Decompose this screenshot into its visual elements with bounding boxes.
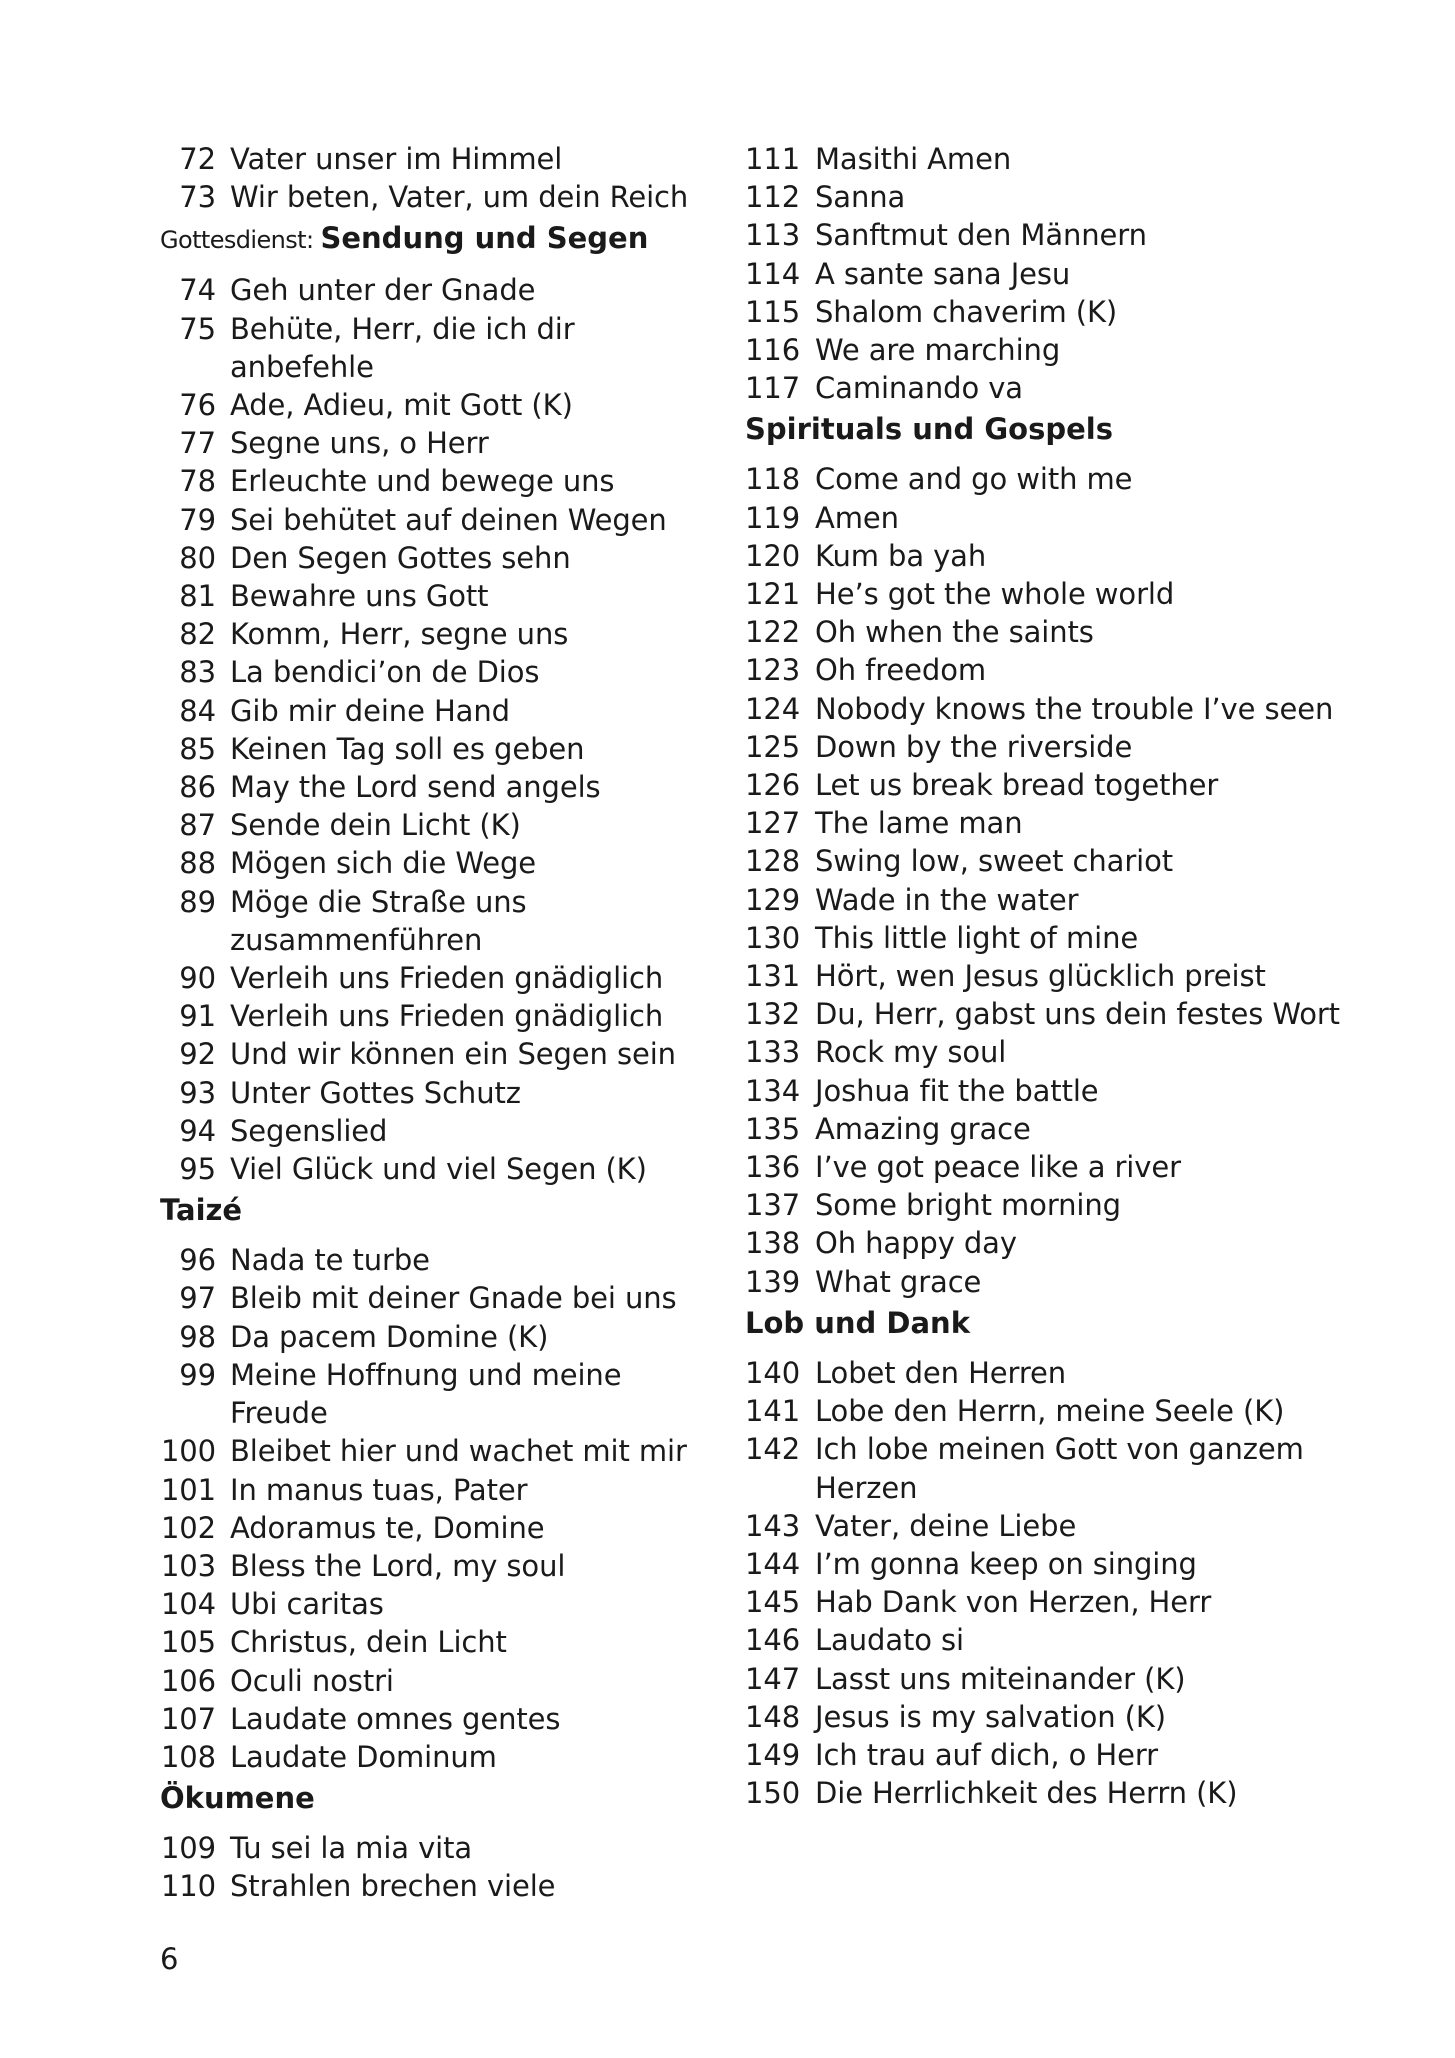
song-number: 109 xyxy=(160,1831,216,1866)
song-entry xyxy=(160,1074,720,1112)
song-entry xyxy=(745,919,1345,957)
song-entry xyxy=(745,575,1345,613)
song-entry xyxy=(160,615,720,653)
song-number: 148 xyxy=(745,1699,801,1734)
song-number: 111 xyxy=(745,142,801,176)
song-entry xyxy=(160,883,720,959)
song-number: 107 xyxy=(160,1701,216,1736)
song-entry xyxy=(160,844,720,882)
song-number: 99 xyxy=(179,1357,216,1392)
section-heading xyxy=(160,1191,720,1229)
song-title: Come and go with me xyxy=(815,462,1133,497)
song-entry xyxy=(745,216,1345,254)
song-entry xyxy=(160,1471,720,1509)
song-number: 75 xyxy=(179,311,216,346)
song-entry xyxy=(745,1507,1345,1545)
song-entry xyxy=(160,1241,720,1279)
song-entry xyxy=(160,1112,720,1150)
song-number: 120 xyxy=(745,538,801,573)
song-title: Segenslied xyxy=(230,1113,388,1148)
song-title: Vater unser im Himmel xyxy=(230,142,563,176)
song-number: 76 xyxy=(179,388,216,423)
song-title: Oculi nostri xyxy=(230,1663,394,1698)
song-title: Laudate Dominum xyxy=(230,1739,497,1774)
song-title: Strahlen brechen viele xyxy=(230,1869,556,1904)
song-title: Bleib mit deiner Gnade bei uns xyxy=(230,1281,677,1316)
song-number: 149 xyxy=(745,1737,801,1772)
song-title: Jesus is my salvation (K) xyxy=(815,1699,1167,1734)
song-title: I’ve got peace like a river xyxy=(815,1150,1181,1185)
song-entry xyxy=(160,959,720,997)
song-title: Ade, Adieu, mit Gott (K) xyxy=(230,388,573,423)
song-number: 147 xyxy=(745,1661,801,1696)
song-number: 131 xyxy=(745,959,801,994)
song-entry xyxy=(160,997,720,1035)
song-entry xyxy=(745,995,1345,1033)
song-entry xyxy=(745,1736,1345,1774)
section-heading-title: Lob und Dank xyxy=(745,1305,970,1340)
song-entry xyxy=(745,1148,1345,1186)
song-entry xyxy=(160,1738,720,1776)
song-number: 90 xyxy=(179,961,216,996)
song-title: Die Herrlichkeit des Herrn (K) xyxy=(815,1776,1238,1811)
song-entry xyxy=(745,1698,1345,1736)
song-number: 132 xyxy=(745,997,801,1032)
song-entry xyxy=(160,1279,720,1317)
song-number: 117 xyxy=(745,371,801,406)
song-number: 133 xyxy=(745,1035,801,1070)
song-title: Oh freedom xyxy=(815,653,987,688)
song-number: 110 xyxy=(160,1869,216,1904)
song-title: Meine Hoffnung und meine Freude xyxy=(230,1357,622,1431)
song-entry xyxy=(745,1392,1345,1430)
song-entry xyxy=(160,424,720,462)
song-title: Caminando va xyxy=(815,371,1023,406)
song-number: 140 xyxy=(745,1355,801,1390)
song-number: 80 xyxy=(179,540,216,575)
song-number: 146 xyxy=(745,1623,801,1658)
song-title: Ich trau auf dich, o Herr xyxy=(815,1737,1159,1772)
song-number: 92 xyxy=(179,1037,216,1072)
song-entry xyxy=(160,140,720,178)
section-heading xyxy=(745,410,1345,448)
song-number: 150 xyxy=(745,1776,801,1811)
song-entry xyxy=(160,1509,720,1547)
index-column-right xyxy=(745,140,1345,1812)
song-title: Du, Herr, gabst uns dein festes Wort xyxy=(815,997,1340,1032)
section-heading xyxy=(160,1779,720,1817)
song-title: Lasst uns miteinander (K) xyxy=(815,1661,1186,1696)
song-entry xyxy=(745,1545,1345,1583)
song-title: Keinen Tag soll es geben xyxy=(230,731,585,766)
song-title: This little light of mine xyxy=(815,920,1139,955)
page-number: 6 xyxy=(160,1942,179,1976)
song-title: Da pacem Domine (K) xyxy=(230,1319,549,1354)
section-heading xyxy=(160,219,720,259)
section-heading xyxy=(745,1304,1345,1342)
song-title: Joshua fit the battle xyxy=(815,1073,1099,1108)
song-number: 116 xyxy=(745,333,801,368)
song-number: 103 xyxy=(160,1548,216,1583)
song-number: 122 xyxy=(745,615,801,650)
song-title: What grace xyxy=(815,1264,982,1299)
song-entry xyxy=(160,577,720,615)
song-number: 97 xyxy=(179,1281,216,1316)
song-number: 91 xyxy=(179,999,216,1034)
song-title: Geh unter der Gnade xyxy=(230,273,536,308)
section-heading-title: Ökumene xyxy=(160,1781,315,1816)
song-entry xyxy=(745,881,1345,919)
song-entry xyxy=(745,293,1345,331)
song-title: Tu sei la mia vita xyxy=(230,1831,473,1866)
song-number: 113 xyxy=(745,218,801,253)
song-title: Verleih uns Frieden gnädiglich xyxy=(230,999,664,1034)
song-entry xyxy=(745,369,1345,407)
song-number: 141 xyxy=(745,1394,801,1429)
song-entry xyxy=(745,1660,1345,1698)
song-entry xyxy=(745,331,1345,369)
song-entry xyxy=(745,1354,1345,1392)
song-title: Segne uns, o Herr xyxy=(230,426,489,461)
song-title: Mögen sich die Wege xyxy=(230,846,537,881)
section-heading-title: Taizé xyxy=(160,1193,243,1228)
song-entry xyxy=(160,1867,720,1905)
song-title: Bewahre uns Gott xyxy=(230,579,489,614)
song-number: 96 xyxy=(179,1243,216,1278)
song-entry xyxy=(745,255,1345,293)
song-number: 86 xyxy=(179,770,216,805)
song-number: 119 xyxy=(745,500,801,535)
song-number: 101 xyxy=(160,1472,216,1507)
song-title: Amen xyxy=(815,500,899,535)
song-number: 115 xyxy=(745,294,801,329)
song-entry xyxy=(745,613,1345,651)
song-entry xyxy=(160,1623,720,1661)
song-entry xyxy=(745,178,1345,216)
song-number: 145 xyxy=(745,1585,801,1620)
song-number: 105 xyxy=(160,1625,216,1660)
song-entry xyxy=(745,1224,1345,1262)
song-entry xyxy=(745,537,1345,575)
song-title: Christus, dein Licht xyxy=(230,1625,507,1660)
section-heading-prefix: Gottesdienst: xyxy=(160,226,321,255)
song-entry xyxy=(745,690,1345,728)
song-title: Laudate omnes gentes xyxy=(230,1701,561,1736)
song-number: 136 xyxy=(745,1150,801,1185)
song-number: 121 xyxy=(745,577,801,612)
song-number: 77 xyxy=(179,426,216,461)
song-number: 88 xyxy=(179,846,216,881)
song-title: Some bright morning xyxy=(815,1188,1121,1223)
song-number: 72 xyxy=(179,142,216,176)
song-entry xyxy=(745,1583,1345,1621)
song-title: Laudato si xyxy=(815,1623,964,1658)
song-entry xyxy=(745,460,1345,498)
song-number: 129 xyxy=(745,882,801,917)
song-number: 143 xyxy=(745,1508,801,1543)
song-title: Rock my soul xyxy=(815,1035,1007,1070)
song-number: 139 xyxy=(745,1264,801,1299)
song-number: 73 xyxy=(179,180,216,215)
song-title: Oh happy day xyxy=(815,1226,1017,1261)
song-title: Viel Glück und viel Segen (K) xyxy=(230,1152,647,1187)
song-title: I’m gonna keep on singing xyxy=(815,1546,1197,1581)
song-title: In manus tuas, Pater xyxy=(230,1472,528,1507)
song-title: Hab Dank von Herzen, Herr xyxy=(815,1585,1212,1620)
song-entry xyxy=(745,957,1345,995)
song-title: Bless the Lord, my soul xyxy=(230,1548,566,1583)
song-title: Wade in the water xyxy=(815,882,1079,917)
song-number: 83 xyxy=(179,655,216,690)
song-entry xyxy=(745,140,1345,178)
song-entry xyxy=(160,310,720,386)
song-title: Lobet den Herren xyxy=(815,1355,1067,1390)
song-entry xyxy=(160,1035,720,1073)
song-number: 74 xyxy=(179,273,216,308)
song-title: Sei behütet auf deinen Wegen xyxy=(230,502,667,537)
song-number: 135 xyxy=(745,1111,801,1146)
section-heading-title: Sendung und Segen xyxy=(320,221,649,256)
song-number: 89 xyxy=(179,884,216,919)
song-entry xyxy=(745,499,1345,537)
song-number: 134 xyxy=(745,1073,801,1108)
song-title: Unter Gottes Schutz xyxy=(230,1075,521,1110)
song-number: 85 xyxy=(179,731,216,766)
song-title: Lobe den Herrn, meine Seele (K) xyxy=(815,1394,1285,1429)
song-entry xyxy=(160,1150,720,1188)
song-number: 142 xyxy=(745,1432,801,1467)
song-entry xyxy=(745,728,1345,766)
song-entry xyxy=(160,1547,720,1585)
song-title: He’s got the whole world xyxy=(815,577,1175,612)
song-entry xyxy=(160,1585,720,1623)
song-number: 81 xyxy=(179,579,216,614)
song-title: Oh when the saints xyxy=(815,615,1094,650)
song-number: 78 xyxy=(179,464,216,499)
song-title: Let us break bread together xyxy=(815,768,1219,803)
song-entry xyxy=(745,1110,1345,1148)
song-title: The lame man xyxy=(815,806,1023,841)
song-entry xyxy=(160,178,720,216)
song-title: Down by the riverside xyxy=(815,729,1133,764)
song-title: Ubi caritas xyxy=(230,1587,384,1622)
song-title: Swing low, sweet chariot xyxy=(815,844,1174,879)
song-entry xyxy=(160,692,720,730)
song-entry xyxy=(745,1430,1345,1506)
song-entry xyxy=(160,539,720,577)
song-title: Masithi Amen xyxy=(815,142,1012,176)
song-number: 125 xyxy=(745,729,801,764)
song-entry xyxy=(160,730,720,768)
song-number: 87 xyxy=(179,808,216,843)
song-number: 106 xyxy=(160,1663,216,1698)
section-heading-title: Spirituals und Gospels xyxy=(745,412,1113,447)
song-entry xyxy=(160,806,720,844)
song-number: 112 xyxy=(745,180,801,215)
index-column-left xyxy=(160,140,720,1906)
song-number: 144 xyxy=(745,1546,801,1581)
song-number: 114 xyxy=(745,256,801,291)
song-entry xyxy=(745,651,1345,689)
song-title: Ich lobe meinen Gott von ganzem Herzen xyxy=(815,1432,1304,1505)
song-number: 137 xyxy=(745,1188,801,1223)
song-entry xyxy=(160,1662,720,1700)
song-entry xyxy=(745,1033,1345,1071)
song-entry xyxy=(160,768,720,806)
song-title: Gib mir deine Hand xyxy=(230,693,510,728)
song-entry xyxy=(160,1700,720,1738)
song-number: 102 xyxy=(160,1510,216,1545)
song-entry xyxy=(160,386,720,424)
song-number: 95 xyxy=(179,1152,216,1187)
song-entry xyxy=(160,462,720,500)
song-entry xyxy=(745,1263,1345,1301)
song-title: Sende dein Licht (K) xyxy=(230,808,521,843)
song-title: Hört, wen Jesus glücklich preist xyxy=(815,959,1266,994)
song-number: 128 xyxy=(745,844,801,879)
song-title: Shalom chaverim (K) xyxy=(815,294,1118,329)
song-number: 84 xyxy=(179,693,216,728)
song-entry xyxy=(160,1356,720,1432)
song-title: Amazing grace xyxy=(815,1111,1031,1146)
song-number: 126 xyxy=(745,768,801,803)
song-entry xyxy=(745,1774,1345,1812)
song-number: 82 xyxy=(179,617,216,652)
song-title: Komm, Herr, segne uns xyxy=(230,617,569,652)
song-entry xyxy=(160,271,720,309)
song-title: Behüte, Herr, die ich dir anbefehle xyxy=(230,311,575,384)
song-title: May the Lord send angels xyxy=(230,770,601,805)
song-number: 138 xyxy=(745,1226,801,1261)
song-entry xyxy=(160,1318,720,1356)
song-title: A sante sana Jesu xyxy=(815,256,1071,291)
song-number: 100 xyxy=(160,1434,216,1469)
song-number: 104 xyxy=(160,1587,216,1622)
song-number: 98 xyxy=(179,1319,216,1354)
song-number: 130 xyxy=(745,920,801,955)
song-number: 108 xyxy=(160,1739,216,1774)
song-title: Erleuchte und bewege uns xyxy=(230,464,615,499)
song-title: We are marching xyxy=(815,333,1061,368)
song-title: Nobody knows the trouble I’ve seen xyxy=(815,691,1334,726)
song-number: 127 xyxy=(745,806,801,841)
song-title: Wir beten, Vater, um dein Reich xyxy=(230,180,689,215)
song-entry xyxy=(160,653,720,691)
song-title: Den Segen Gottes sehn xyxy=(230,540,571,575)
song-number: 123 xyxy=(745,653,801,688)
song-number: 124 xyxy=(745,691,801,726)
song-entry xyxy=(745,1621,1345,1659)
song-entry xyxy=(745,766,1345,804)
song-entry xyxy=(745,1186,1345,1224)
song-title: Kum ba yah xyxy=(815,538,987,573)
song-title: Sanftmut den Männern xyxy=(815,218,1147,253)
song-entry xyxy=(745,1072,1345,1110)
song-entry xyxy=(160,1829,720,1867)
song-title: Nada te turbe xyxy=(230,1243,430,1278)
song-title: Möge die Straße uns zusammenführen xyxy=(230,884,527,957)
song-title: Bleibet hier und wachet mit mir xyxy=(230,1434,687,1469)
song-title: Sanna xyxy=(815,180,906,215)
song-entry xyxy=(745,804,1345,842)
song-title: Vater, deine Liebe xyxy=(815,1508,1077,1543)
song-title: La bendici’on de Dios xyxy=(230,655,540,690)
song-entry xyxy=(745,842,1345,880)
song-number: 93 xyxy=(179,1075,216,1110)
song-number: 79 xyxy=(179,502,216,537)
song-entry xyxy=(160,1432,720,1470)
song-title: Und wir können ein Segen sein xyxy=(230,1037,676,1072)
song-title: Adoramus te, Domine xyxy=(230,1510,545,1545)
song-title: Verleih uns Frieden gnädiglich xyxy=(230,961,664,996)
song-entry xyxy=(160,501,720,539)
song-number: 94 xyxy=(179,1113,216,1148)
song-number: 118 xyxy=(745,462,801,497)
